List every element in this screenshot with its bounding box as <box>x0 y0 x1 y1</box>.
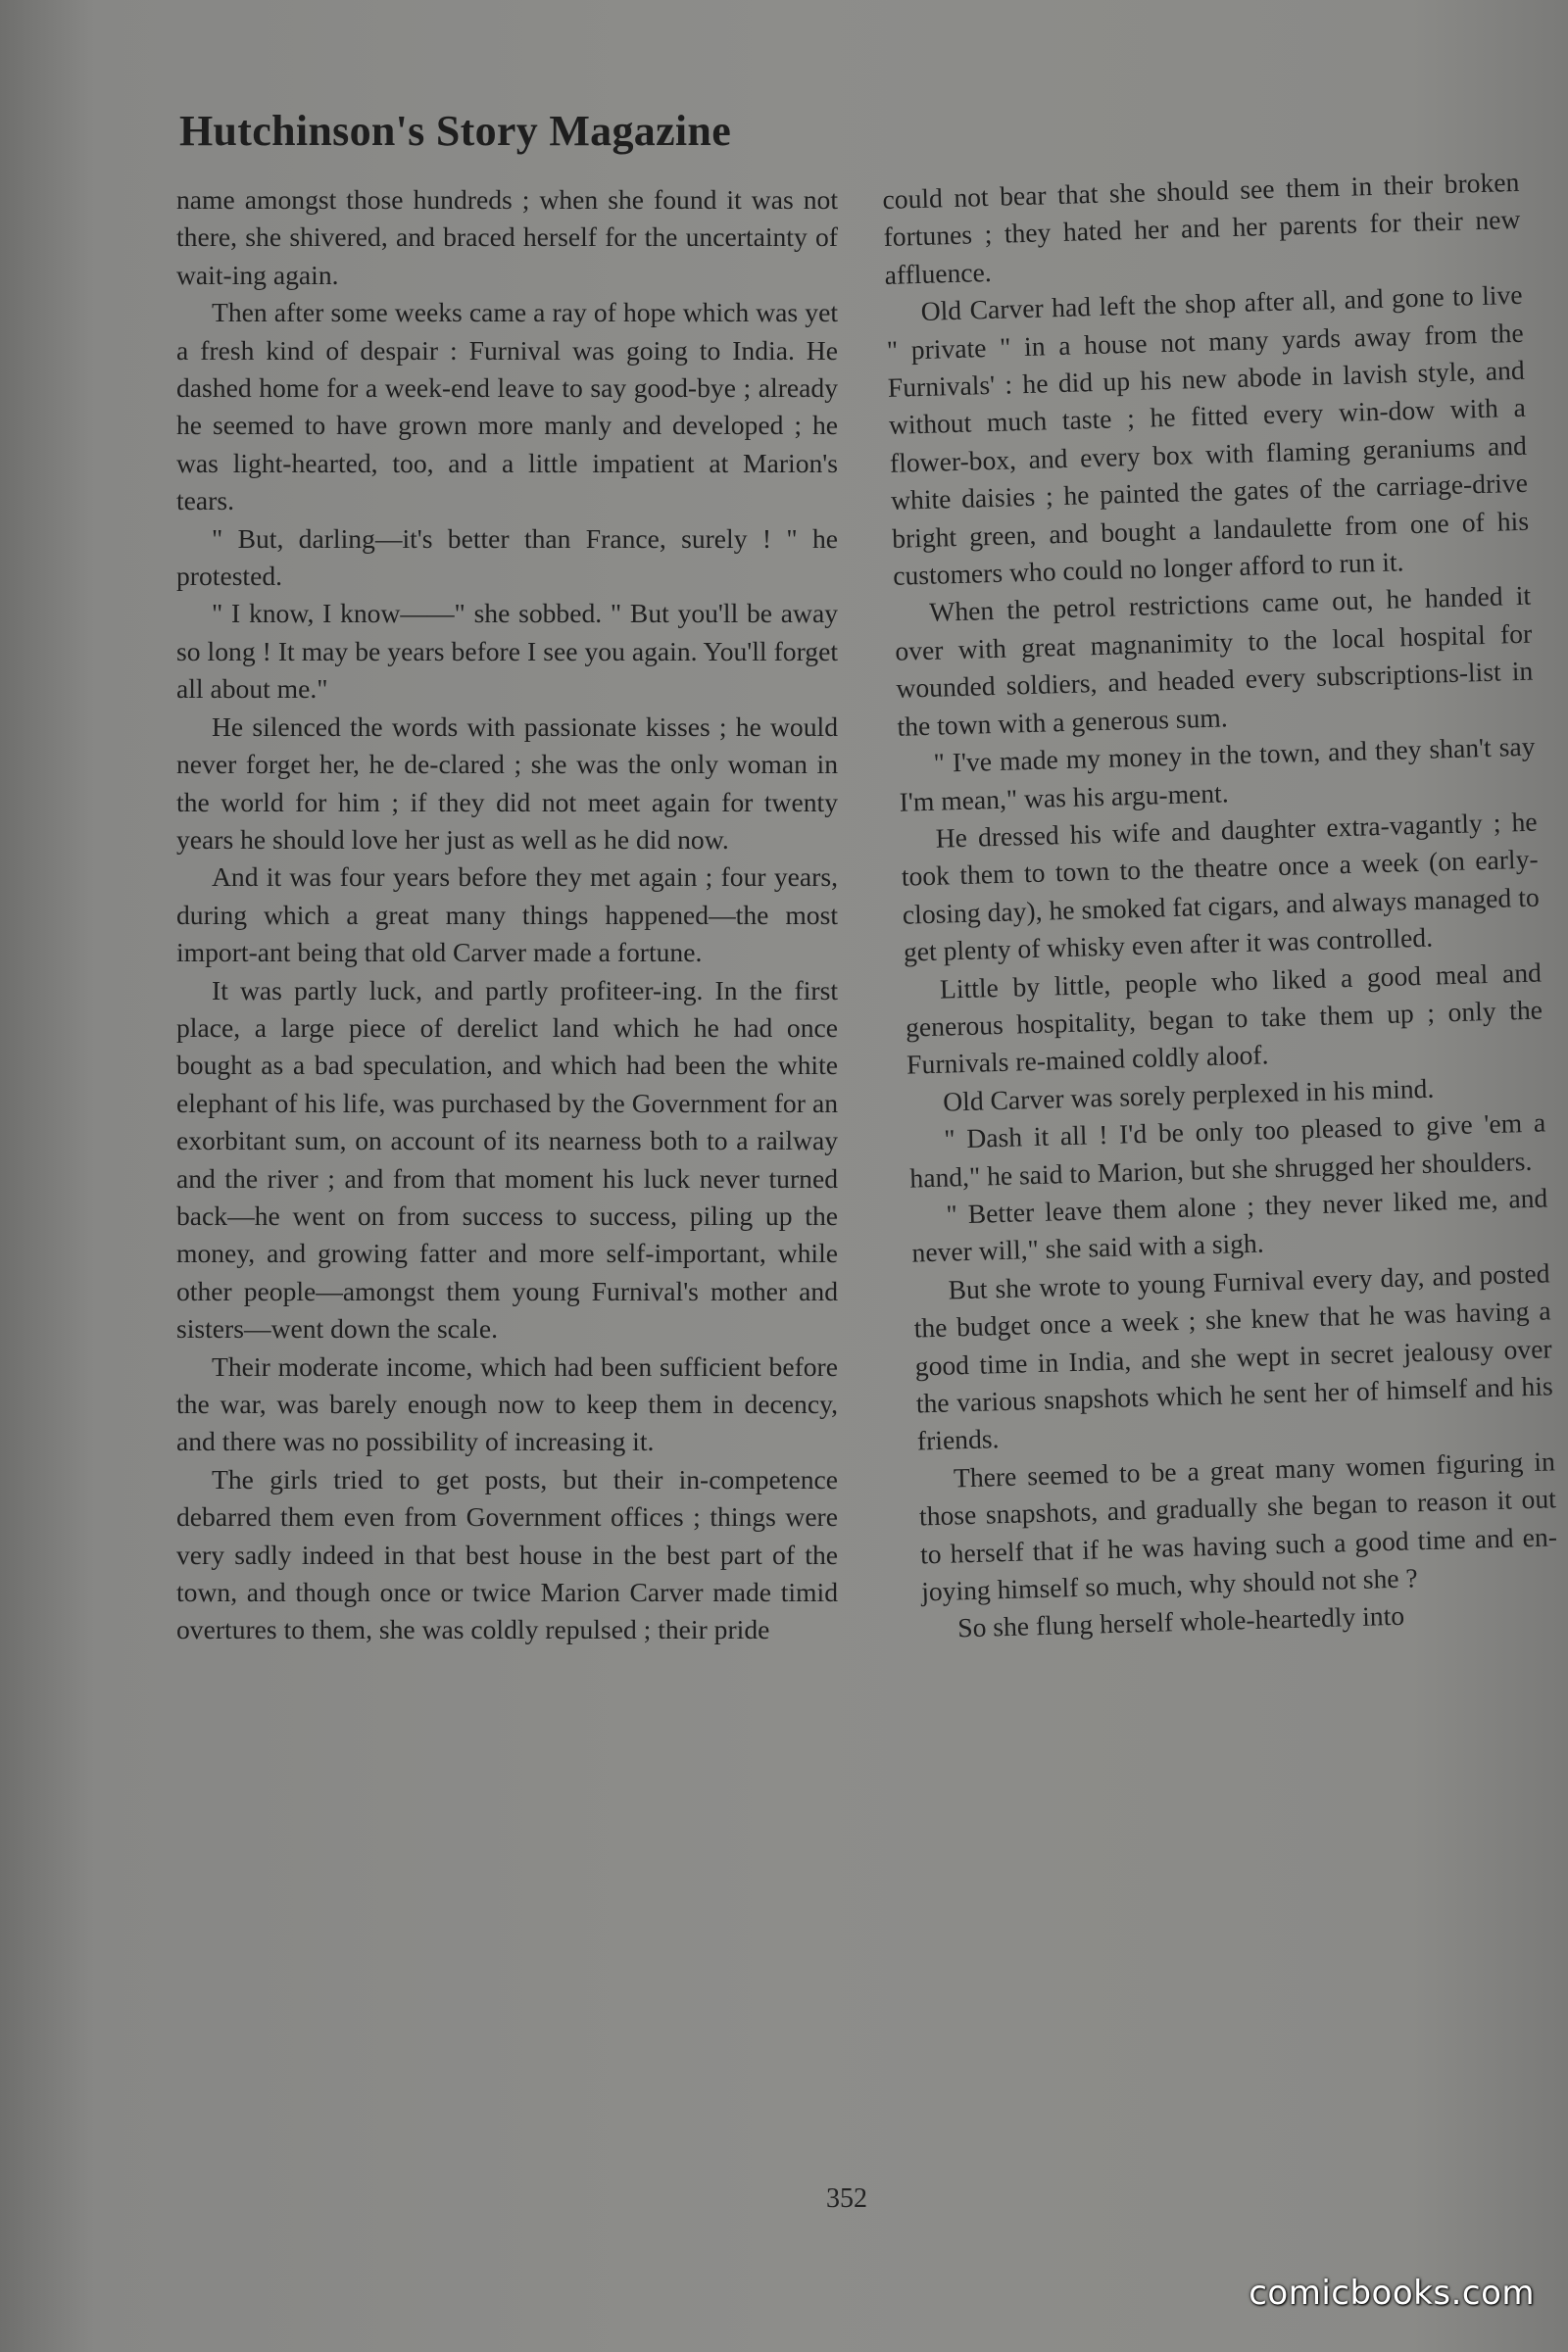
paragraph: There seemed to be a great many women figuring in those snapshots, and gradually she began to reason it out to herself that if he was having such a good time and en-joying himself so much, why should not she ? <box>918 1446 1558 1607</box>
paragraph: Little by little, people who liked a good meal and generous hospitality, began to take them up ; only the Furnivals re-mained coldly aloof. <box>905 956 1544 1080</box>
paragraph: Then after some weeks came a ray of hope which was yet a fresh kind of despair : Furnival was going to India. He dashed home for a week-end leave to say good-bye ; already he seemed to have grown more manly and developed ; he was light-hearted, too, and a little impatient at Marion's tears. <box>176 297 838 516</box>
paragraph: Old Carver was sorely perplexed in his mind. <box>942 1072 1435 1117</box>
paragraph: He silenced the words with passionate kisses ; he would never forget her, he de-clared ; she was the only woman in the world for him ; if they did not meet again for twenty years he should love her just as well as he did now. <box>176 710 838 855</box>
paragraph: So she flung herself whole-heartedly into <box>956 1600 1405 1643</box>
paragraph: The girls tried to get posts, but their in-competence debarred them even from Government offices ; things were very sadly indeed in that best house in the best part of the town, and though once or twice Marion Carver made timid overtures to them, she was coldly repulsed ; their pride <box>176 1463 838 1645</box>
paragraph: " I've made my money in the town, and they shan't say I'm mean," was his argu-ment. <box>899 730 1536 817</box>
paragraph: Old Carver had left the shop after all, and gone to live " private " in a house not many yards away from the Furnivals' : he did up his new abode in lavish style, and without much taste ; he fitted every win-dow with a flower-box, and every box with flaming geraniums and white daisies ; he painted the gates of the carriage-drive bright green, and bought a landaulette from one of his customers who could no longer afford to run it. <box>886 279 1530 591</box>
paragraph: " Better leave them alone ; they never liked me, and never will," she said with a sigh. <box>911 1182 1548 1268</box>
paragraph: " I know, I know——" she sobbed. " But you'll be away so long ! It may be years before I see you again. You'll forget all about me." <box>176 598 838 705</box>
paragraph: name amongst those hundreds ; when she found it was not there, she shivered, and braced herself for the uncertainty of wait-ing again. <box>176 184 838 290</box>
watermark-logo: comicbooks.com <box>1249 2274 1535 2313</box>
magazine-header: Hutchinson's Story Magazine <box>179 107 732 155</box>
paragraph: And it was four years before they met again ; four years, during which a great many things happened—the most import-ant being that old Carver made a fortune. <box>176 861 838 968</box>
paragraph: But she wrote to young Furnival every day, and posted the budget once a week ; she knew that he was having a good time in India, and she wept in secret jealousy over the various snapshots which he sent her of himself and his friends. <box>913 1257 1554 1456</box>
left-column <box>176 181 838 1649</box>
paragraph: " Dash it all ! I'd be only too pleased to give 'em a hand," he said to Marion, but she shrugged her shoulders. <box>908 1106 1546 1194</box>
paragraph: It was partly luck, and partly profiteer-ing. In the first place, a large piece of derelict land which he had once bought as a bad speculation, and which had been the white elephant of his life, was purchased by the Government for an exorbitant sum, on account of its nearness both to a railway and the river ; and from that moment his luck never turned back—he went on from success to success, piling up the money, and growing fatter and more self-important, while other people—amongst them young Furnival's mother and sisters—went down the scale. <box>176 974 838 1345</box>
paragraph: He dressed his wife and daughter extra-vagantly ; he took them to town to the theatre once a week (on early-closing day), he smoked fat cigars, and always managed to get plenty of whisky even after it was controlled. <box>901 806 1541 967</box>
paragraph: Their moderate income, which had been sufficient before the war, was barely enough now to keep them in decency, and there was no possibility of increasing it. <box>176 1350 838 1457</box>
right-column <box>882 164 1560 1648</box>
paragraph: could not bear that she should see them in their broken fortunes ; they hated her and her parents for their new affluence. <box>882 166 1521 290</box>
page-number: 352 <box>826 2183 867 2214</box>
paragraph: When the petrol restrictions came out, he handed it over with great magnanimity to the local hospital for wounded soldiers, and headed every subscriptions-list in the town with a generous sum. <box>894 580 1534 742</box>
paragraph: " But, darling—it's better than France, surely ! " he protested. <box>176 522 838 592</box>
